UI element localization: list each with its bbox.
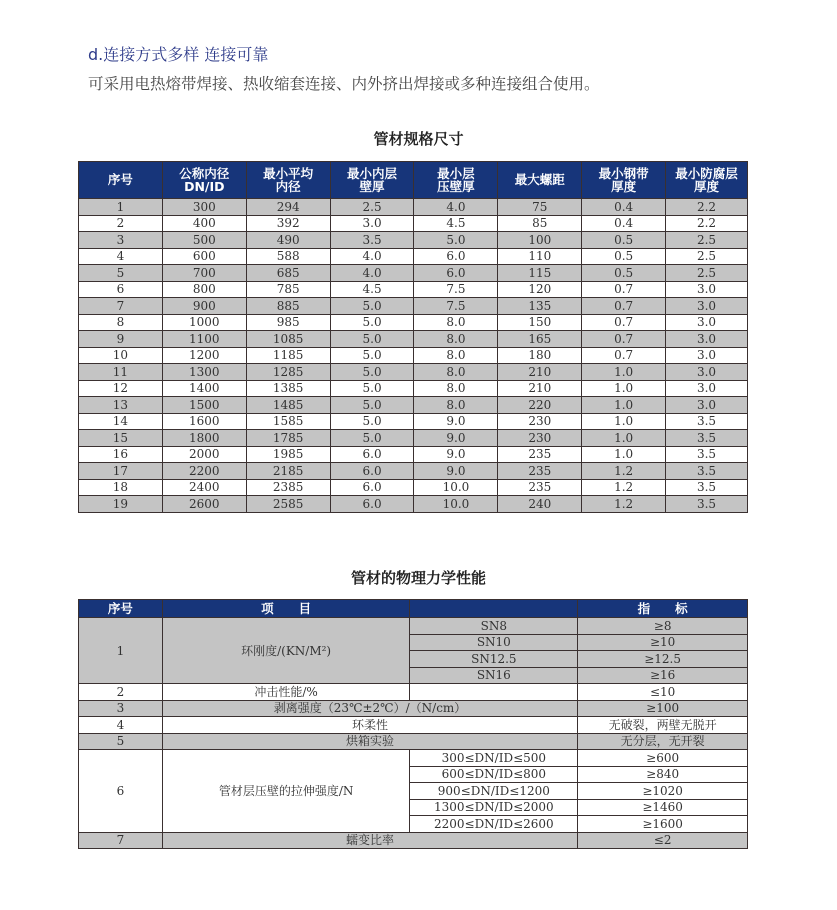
table-cell: 1500	[162, 397, 246, 414]
cell-value: ≥840	[578, 766, 748, 783]
table-row	[79, 380, 748, 397]
spec-header-cell: 最小内层 壁厚	[330, 162, 414, 199]
table-cell: 85	[498, 215, 582, 232]
table-cell: 1400	[162, 380, 246, 397]
table-cell: 5.0	[330, 430, 414, 447]
table-cell: 1.0	[582, 380, 666, 397]
table-cell: 294	[246, 199, 330, 216]
table-cell: 0.5	[582, 232, 666, 249]
table-row	[79, 397, 748, 414]
cell-sub: SN16	[410, 667, 578, 684]
table-cell: 3.0	[666, 397, 748, 414]
cell-no: 7	[79, 832, 163, 849]
table-row	[79, 364, 748, 381]
table-cell: 8.0	[414, 364, 498, 381]
table-cell: 2200	[162, 463, 246, 480]
table-row	[79, 700, 748, 717]
table-row	[79, 248, 748, 265]
table-cell: 3.5	[330, 232, 414, 249]
table-cell: 15	[79, 430, 163, 447]
cell-item: 冲击性能/%	[162, 684, 410, 701]
spec-table-caption: 管材规格尺寸	[373, 130, 464, 148]
spec-header-cell: 最小层 压壁厚	[414, 162, 498, 199]
table-cell: 392	[246, 215, 330, 232]
cell-sub: 300≤DN/ID≤500	[410, 750, 578, 767]
table-cell: 2	[79, 215, 163, 232]
table-row	[79, 232, 748, 249]
table-cell: 2.2	[666, 215, 748, 232]
table-cell: 4.0	[330, 265, 414, 282]
table-cell: 2400	[162, 479, 246, 496]
table-cell: 17	[79, 463, 163, 480]
table-cell: 5.0	[330, 331, 414, 348]
table-cell: 2.5	[330, 199, 414, 216]
table-cell: 10.0	[414, 479, 498, 496]
table-cell: 1300	[162, 364, 246, 381]
table-cell: 700	[162, 265, 246, 282]
table-cell: 6	[79, 281, 163, 298]
cell-sub: SN10	[410, 634, 578, 651]
table-cell: 1485	[246, 397, 330, 414]
cell-item: 环刚度/(KN/M²)	[162, 618, 410, 684]
table-cell: 8.0	[414, 331, 498, 348]
table-cell: 6.0	[330, 496, 414, 513]
table-cell: 0.7	[582, 281, 666, 298]
table-cell: 2185	[246, 463, 330, 480]
cell-value: ≥600	[578, 750, 748, 767]
table-cell: 6.0	[414, 248, 498, 265]
header-index: 指 标	[578, 600, 748, 618]
table-cell: 12	[79, 380, 163, 397]
table-cell: 2.5	[666, 265, 748, 282]
table-cell: 6.0	[330, 446, 414, 463]
cell-no: 3	[79, 700, 163, 717]
table-cell: 8	[79, 314, 163, 331]
table-cell: 1600	[162, 413, 246, 430]
cell-item: 环柔性	[162, 717, 577, 734]
table-cell: 9.0	[414, 413, 498, 430]
table-cell: 6.0	[414, 265, 498, 282]
table-cell: 9	[79, 331, 163, 348]
table-row	[79, 298, 748, 315]
table-cell: 3.0	[666, 347, 748, 364]
cell-value: ≥1460	[578, 799, 748, 816]
table-cell: 5.0	[330, 397, 414, 414]
table-cell: 600	[162, 248, 246, 265]
table-cell: 240	[498, 496, 582, 513]
table-row	[79, 314, 748, 331]
table-cell: 1.0	[582, 413, 666, 430]
table-cell: 5.0	[414, 232, 498, 249]
cell-value: 无破裂，两壁无脱开	[578, 717, 748, 734]
cell-value: ≥1600	[578, 816, 748, 833]
cell-value: ≥1020	[578, 783, 748, 800]
table-cell: 400	[162, 215, 246, 232]
cell-no: 6	[79, 750, 163, 833]
cell-sub: SN12.5	[410, 651, 578, 668]
table-cell: 2600	[162, 496, 246, 513]
table-cell: 110	[498, 248, 582, 265]
table-cell: 900	[162, 298, 246, 315]
cell-value: ≤10	[578, 684, 748, 701]
table-row	[79, 331, 748, 348]
table-cell: 220	[498, 397, 582, 414]
table-row	[79, 496, 748, 513]
cell-sub: SN8	[410, 618, 578, 635]
table-cell: 800	[162, 281, 246, 298]
table-cell: 180	[498, 347, 582, 364]
table-cell: 1.2	[582, 479, 666, 496]
props-table-header	[79, 600, 748, 618]
cell-no: 5	[79, 733, 163, 750]
table-cell: 75	[498, 199, 582, 216]
table-cell: 1.0	[582, 430, 666, 447]
table-row	[79, 281, 748, 298]
table-row	[79, 463, 748, 480]
table-cell: 7.5	[414, 281, 498, 298]
table-cell: 3.5	[666, 446, 748, 463]
table-cell: 0.7	[582, 298, 666, 315]
table-row	[79, 215, 748, 232]
table-cell: 5.0	[330, 413, 414, 430]
table-cell: 2.2	[666, 199, 748, 216]
table-cell: 4.0	[330, 248, 414, 265]
table-row	[79, 684, 748, 701]
table-cell: 3.5	[666, 463, 748, 480]
table-cell: 685	[246, 265, 330, 282]
table-cell: 588	[246, 248, 330, 265]
table-cell: 1200	[162, 347, 246, 364]
table-cell: 300	[162, 199, 246, 216]
cell-sub: 900≤DN/ID≤1200	[410, 783, 578, 800]
table-row	[79, 265, 748, 282]
table-cell: 985	[246, 314, 330, 331]
table-cell: 5.0	[330, 347, 414, 364]
table-cell: 0.5	[582, 248, 666, 265]
cell-value: 无分层，无开裂	[578, 733, 748, 750]
spec-header-cell: 最小钢带 厚度	[582, 162, 666, 199]
table-cell: 3.0	[666, 364, 748, 381]
table-row	[79, 717, 748, 734]
table-cell: 7.5	[414, 298, 498, 315]
table-cell: 230	[498, 413, 582, 430]
cell-no: 1	[79, 618, 163, 684]
table-cell: 490	[246, 232, 330, 249]
cell-item: 管材层压壁的拉伸强度/N	[162, 750, 410, 833]
table-cell: 7	[79, 298, 163, 315]
props-table	[78, 599, 748, 849]
table-cell: 100	[498, 232, 582, 249]
table-cell: 1385	[246, 380, 330, 397]
table-cell: 8.0	[414, 347, 498, 364]
table-cell: 135	[498, 298, 582, 315]
table-row	[79, 479, 748, 496]
table-cell: 5.0	[330, 314, 414, 331]
table-cell: 9.0	[414, 446, 498, 463]
table-cell: 1585	[246, 413, 330, 430]
table-row	[79, 733, 748, 750]
table-cell: 1985	[246, 446, 330, 463]
table-cell: 0.7	[582, 331, 666, 348]
table-cell: 5.0	[330, 364, 414, 381]
table-row	[79, 446, 748, 463]
table-cell: 165	[498, 331, 582, 348]
table-cell: 16	[79, 446, 163, 463]
cell-value: ≥8	[578, 618, 748, 635]
table-cell: 1085	[246, 331, 330, 348]
spec-header-cell: 公称内径 DN/ID	[162, 162, 246, 199]
table-cell: 1.0	[582, 397, 666, 414]
table-cell: 785	[246, 281, 330, 298]
table-cell: 1285	[246, 364, 330, 381]
table-cell: 4	[79, 248, 163, 265]
table-cell: 4.5	[330, 281, 414, 298]
table-cell: 2585	[246, 496, 330, 513]
table-cell: 1100	[162, 331, 246, 348]
table-cell: 235	[498, 479, 582, 496]
table-cell: 8.0	[414, 314, 498, 331]
table-row	[79, 832, 748, 849]
table-cell: 10.0	[414, 496, 498, 513]
table-cell: 210	[498, 380, 582, 397]
section-heading: d.连接方式多样 连接可靠	[88, 45, 269, 64]
table-row	[79, 750, 748, 767]
table-cell: 235	[498, 446, 582, 463]
cell-sub: 2200≤DN/ID≤2600	[410, 816, 578, 833]
spec-table-header	[79, 162, 748, 199]
table-cell: 1.2	[582, 463, 666, 480]
table-cell: 3.0	[666, 331, 748, 348]
table-cell: 11	[79, 364, 163, 381]
table-cell: 115	[498, 265, 582, 282]
table-cell: 235	[498, 463, 582, 480]
table-cell: 0.4	[582, 199, 666, 216]
table-cell: 0.5	[582, 265, 666, 282]
table-cell: 1185	[246, 347, 330, 364]
cell-sub	[410, 684, 578, 701]
table-cell: 2385	[246, 479, 330, 496]
table-cell: 10	[79, 347, 163, 364]
table-cell: 2.5	[666, 248, 748, 265]
table-cell: 2.5	[666, 232, 748, 249]
cell-sub: 600≤DN/ID≤800	[410, 766, 578, 783]
table-row	[79, 413, 748, 430]
table-cell: 18	[79, 479, 163, 496]
table-cell: 1785	[246, 430, 330, 447]
table-cell: 1	[79, 199, 163, 216]
table-cell: 0.4	[582, 215, 666, 232]
props-table-caption: 管材的物理力学性能	[350, 569, 486, 587]
table-cell: 9.0	[414, 430, 498, 447]
table-cell: 1000	[162, 314, 246, 331]
table-cell: 3.0	[666, 314, 748, 331]
cell-value: ≥12.5	[578, 651, 748, 668]
table-cell: 3	[79, 232, 163, 249]
table-cell: 1800	[162, 430, 246, 447]
table-cell: 8.0	[414, 397, 498, 414]
table-cell: 3.0	[330, 215, 414, 232]
table-cell: 0.7	[582, 314, 666, 331]
table-cell: 3.5	[666, 430, 748, 447]
table-cell: 4.5	[414, 215, 498, 232]
table-cell: 3.0	[666, 281, 748, 298]
cell-item: 蠕变比率	[162, 832, 577, 849]
spec-header-cell: 最大螺距	[498, 162, 582, 199]
table-row	[79, 347, 748, 364]
table-cell: 1.0	[582, 446, 666, 463]
cell-value: ≤2	[578, 832, 748, 849]
spec-table	[78, 161, 748, 513]
table-cell: 2000	[162, 446, 246, 463]
spec-header-cell: 最小防腐层 厚度	[666, 162, 748, 199]
table-row	[79, 618, 748, 635]
table-cell: 210	[498, 364, 582, 381]
header-item: 项 目	[162, 600, 410, 618]
section-description: 可采用电热熔带焊接、热收缩套连接、内外挤出焊接或多种连接组合使用。	[88, 75, 600, 93]
table-cell: 5.0	[330, 380, 414, 397]
table-cell: 230	[498, 430, 582, 447]
table-cell: 0.7	[582, 347, 666, 364]
table-cell: 3.5	[666, 479, 748, 496]
cell-sub: 1300≤DN/ID≤2000	[410, 799, 578, 816]
table-cell: 6.0	[330, 479, 414, 496]
table-cell: 5.0	[330, 298, 414, 315]
cell-value: ≥100	[578, 700, 748, 717]
table-cell: 8.0	[414, 380, 498, 397]
header-sub	[410, 600, 578, 618]
table-cell: 500	[162, 232, 246, 249]
table-cell: 3.5	[666, 496, 748, 513]
spec-header-cell: 序号	[79, 162, 163, 199]
spec-header-cell: 最小平均 内径	[246, 162, 330, 199]
table-cell: 3.0	[666, 380, 748, 397]
cell-item: 剥离强度（23℃±2℃）/（N/cm）	[162, 700, 577, 717]
table-cell: 9.0	[414, 463, 498, 480]
header-no: 序号	[79, 600, 163, 618]
table-cell: 3.5	[666, 413, 748, 430]
table-cell: 19	[79, 496, 163, 513]
cell-value: ≥16	[578, 667, 748, 684]
table-cell: 885	[246, 298, 330, 315]
table-cell: 3.0	[666, 298, 748, 315]
table-cell: 1.0	[582, 364, 666, 381]
table-cell: 1.2	[582, 496, 666, 513]
cell-no: 4	[79, 717, 163, 734]
cell-item: 烘箱实验	[162, 733, 577, 750]
table-cell: 4.0	[414, 199, 498, 216]
table-cell: 5	[79, 265, 163, 282]
table-cell: 13	[79, 397, 163, 414]
table-cell: 6.0	[330, 463, 414, 480]
cell-value: ≥10	[578, 634, 748, 651]
table-row	[79, 199, 748, 216]
table-row	[79, 430, 748, 447]
table-cell: 150	[498, 314, 582, 331]
cell-no: 2	[79, 684, 163, 701]
table-cell: 14	[79, 413, 163, 430]
table-cell: 120	[498, 281, 582, 298]
